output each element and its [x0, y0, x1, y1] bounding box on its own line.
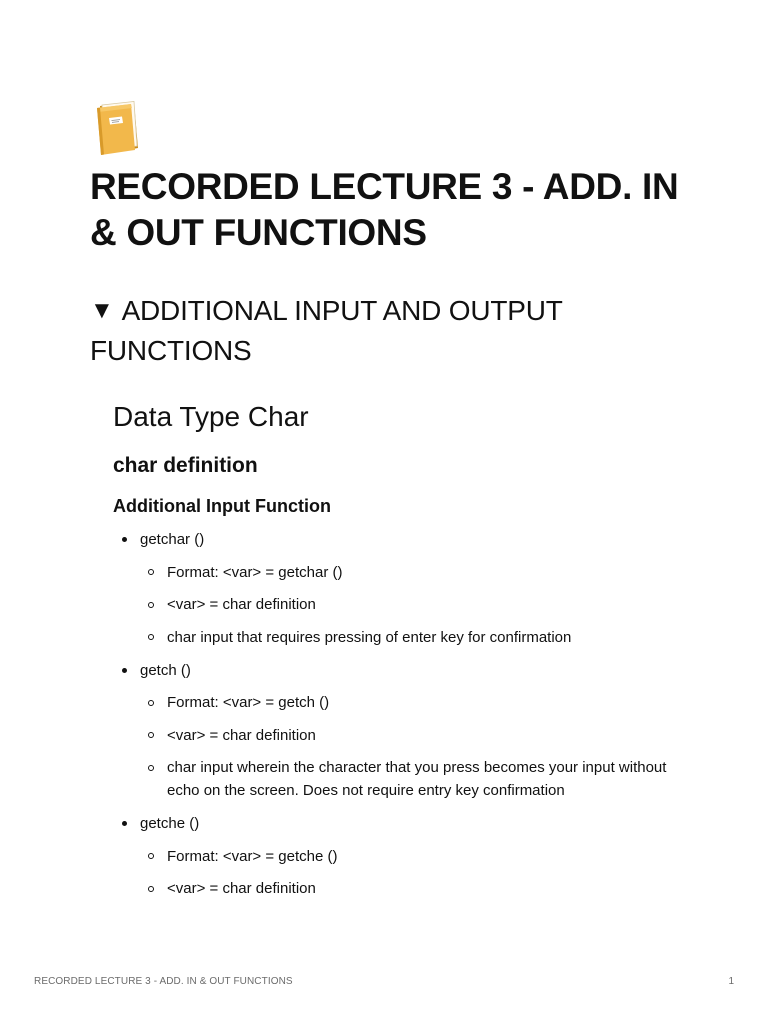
footer-page-number: 1	[728, 976, 734, 987]
sub-list-item	[140, 593, 700, 616]
list-item-label: getchar ()	[140, 531, 205, 548]
function-list	[113, 528, 700, 900]
list-item-label: getch ()	[140, 661, 191, 679]
bullet-disc-icon	[122, 537, 127, 542]
heading-1: Data Type Char	[113, 401, 309, 432]
sub-list-item-text: <var> = char definition	[167, 880, 316, 897]
sub-list-item-text: <var> = char definition	[167, 726, 316, 744]
sub-list-item	[140, 877, 700, 900]
sub-list-item-text: char input wherein the character that you press becomes your input without echo on the screen. Does not require entry key confirmation	[167, 759, 667, 799]
list-item-label: getche ()	[140, 815, 200, 832]
sub-list	[140, 845, 700, 901]
sub-list-item-text: Format: <var> = getch ()	[167, 694, 330, 711]
list-item	[113, 659, 700, 803]
bullet-circle-icon	[148, 634, 154, 640]
caret-down-icon[interactable]: ▼	[90, 297, 114, 324]
toggle-heading-text: ADDITIONAL INPUT AND OUTPUT FUNCTIONS	[90, 295, 563, 366]
bullet-circle-icon	[148, 569, 154, 575]
sub-list-item	[140, 845, 700, 868]
bullet-circle-icon	[148, 886, 154, 892]
sub-list	[140, 691, 700, 802]
sub-list-item-text: Format: <var> = getchar ()	[167, 563, 343, 581]
page-content	[90, 100, 700, 900]
notebook-icon	[94, 100, 142, 156]
bullet-circle-icon	[148, 732, 154, 738]
footer-title: RECORDED LECTURE 3 - ADD. IN & OUT FUNCTIONS	[34, 976, 293, 987]
sub-list-item	[140, 756, 700, 802]
sub-list	[140, 561, 700, 649]
list-item	[113, 812, 700, 900]
heading-3: Additional Input Function	[113, 496, 331, 516]
sub-list-item	[140, 561, 700, 584]
sub-list-item-text: char input that requires pressing of enter key for confirmation	[167, 628, 572, 646]
sub-list-item-text: <var> = char definition	[167, 596, 316, 613]
toggle-body	[113, 400, 700, 900]
heading-2: char definition	[113, 454, 258, 477]
sub-list-item	[140, 626, 700, 649]
sub-list-item-text: Format: <var> = getche ()	[167, 847, 338, 865]
bullet-disc-icon	[122, 668, 127, 673]
bullet-disc-icon	[122, 821, 127, 826]
bullet-circle-icon	[148, 765, 154, 771]
sub-list-item	[140, 691, 700, 714]
list-item	[113, 528, 700, 649]
sub-list-item	[140, 724, 700, 747]
page-title: RECORDED LECTURE 3 - ADD. IN & OUT FUNCTIONS	[90, 166, 679, 253]
bullet-circle-icon	[148, 602, 154, 608]
bullet-circle-icon	[148, 700, 154, 706]
toggle-heading[interactable]	[90, 292, 700, 370]
bullet-circle-icon	[148, 853, 154, 859]
